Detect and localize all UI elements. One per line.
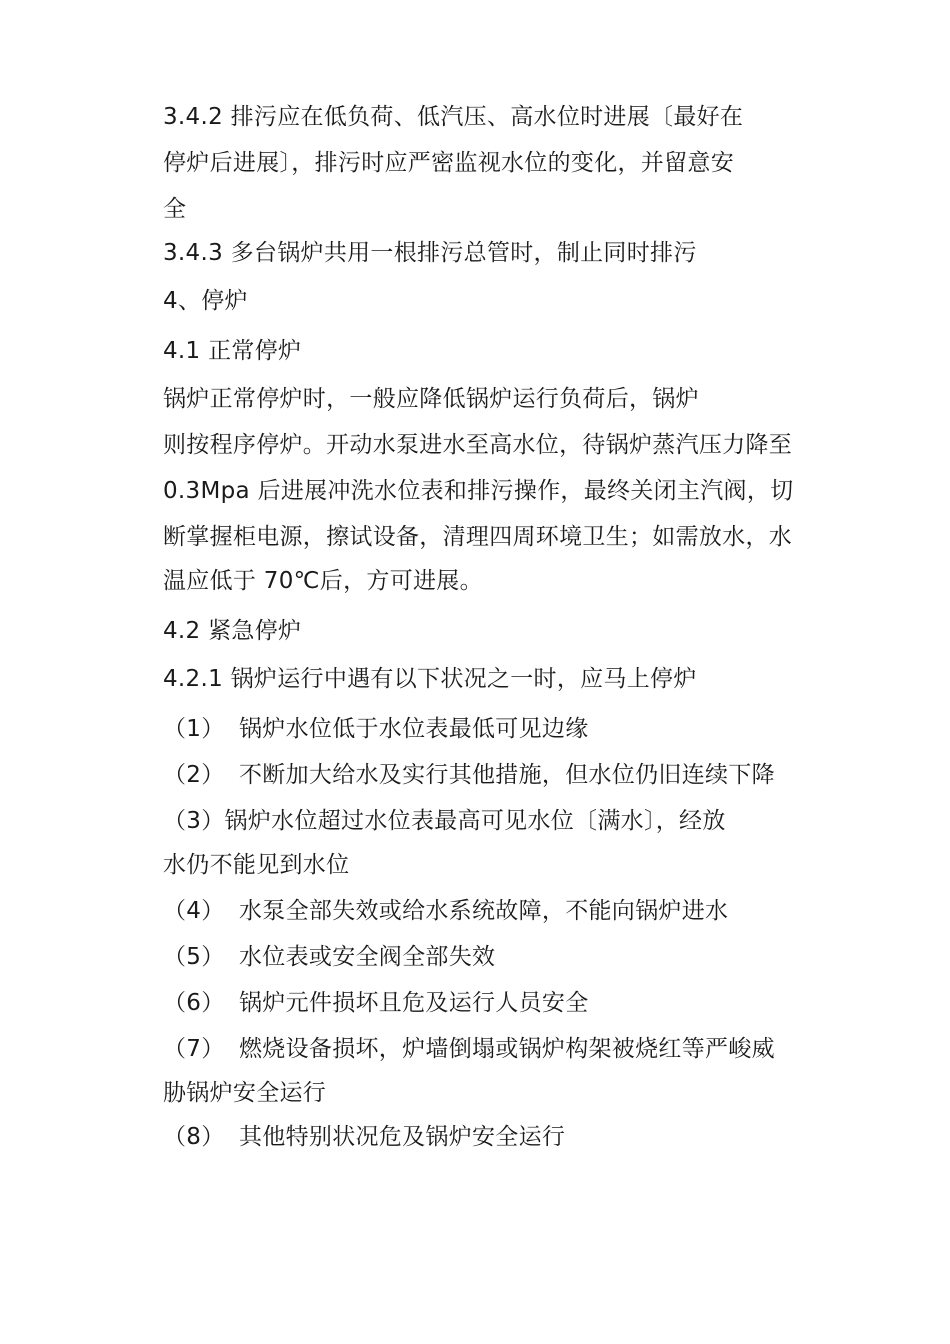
list-item-label: （3） [163,808,225,834]
list-item-text: 其他特别状况危及锅炉安全运行 [239,1124,566,1150]
list-item-label: （5） [163,944,225,970]
para-3-4-3: 3.4.3 多台锅炉共用一根排污总管时，制止同时排污 [163,240,697,266]
para-3-4-2-line-3: 全 [163,196,187,222]
list-item-text: 燃烧设备损坏，炉墙倒塌或锅炉构架被烧红等严峻威 [239,1036,775,1062]
list-item [163,1122,565,1152]
list-item-label: （6） [163,990,225,1016]
para-3-4-2-line-1: 3.4.2 排污应在低负荷、低汽压、高水位时进展〔最好在 [163,104,744,130]
list-item-text: 水泵全部失效或给水系统故障，不能向锅炉进水 [239,898,729,924]
para-4-1-line-5: 温应低于 70℃后，方可进展。 [163,568,483,594]
list-item-continuation [163,1078,326,1108]
para-3-4-2-line-2: 停炉后进展〕，排污时应严密监视水位的变化，并留意安 [163,150,734,176]
list-item-label: （2） [163,762,225,788]
list-item-text: 锅炉水位低于水位表最低可见边缘 [239,716,589,742]
list-item [163,896,728,926]
list-item-continuation [163,850,349,880]
list-item-label: （1） [163,716,225,742]
para-4-1-line-1: 锅炉正常停炉时，一般应降低锅炉运行负荷后，锅炉 [163,386,699,412]
heading-4: 4、停炉 [163,288,248,314]
list-item-label: （8） [163,1124,225,1150]
para-4-2-1: 4.2.1 锅炉运行中遇有以下状况之一时，应马上停炉 [163,666,697,692]
list-item [163,760,775,790]
list-item-label: （4） [163,898,225,924]
list-item [163,714,589,744]
list-item [163,988,589,1018]
list-item-text: 锅炉元件损坏且危及运行人员安全 [239,990,589,1016]
list-item [163,806,726,836]
list-item-text: 不断加大给水及实行其他措施，但水位仍旧连续下降 [239,762,775,788]
list-item-text: 水仍不能见到水位 [163,852,350,878]
para-4-1-line-4: 断掌握柜电源，擦试设备，清理四周环境卫生；如需放水，水 [163,524,793,550]
para-4-1-line-2: 则按程序停炉。开动水泵进水至高水位，待锅炉蒸汽压力降至 [163,432,793,458]
heading-4-1: 4.1 正常停炉 [163,338,302,364]
list-item-text: 锅炉水位超过水位表最高可见水位〔满水〕，经放 [224,808,726,834]
heading-4-2: 4.2 紧急停炉 [163,618,302,644]
list-item-label: （7） [163,1036,225,1062]
para-4-1-line-3: 0.3Mpa 后进展冲洗水位表和排污操作，最终关闭主汽阀，切 [163,478,794,504]
list-item [163,1034,775,1064]
list-item [163,942,495,972]
list-item-text: 水位表或安全阀全部失效 [239,944,496,970]
list-item-text: 胁锅炉安全运行 [163,1080,327,1106]
